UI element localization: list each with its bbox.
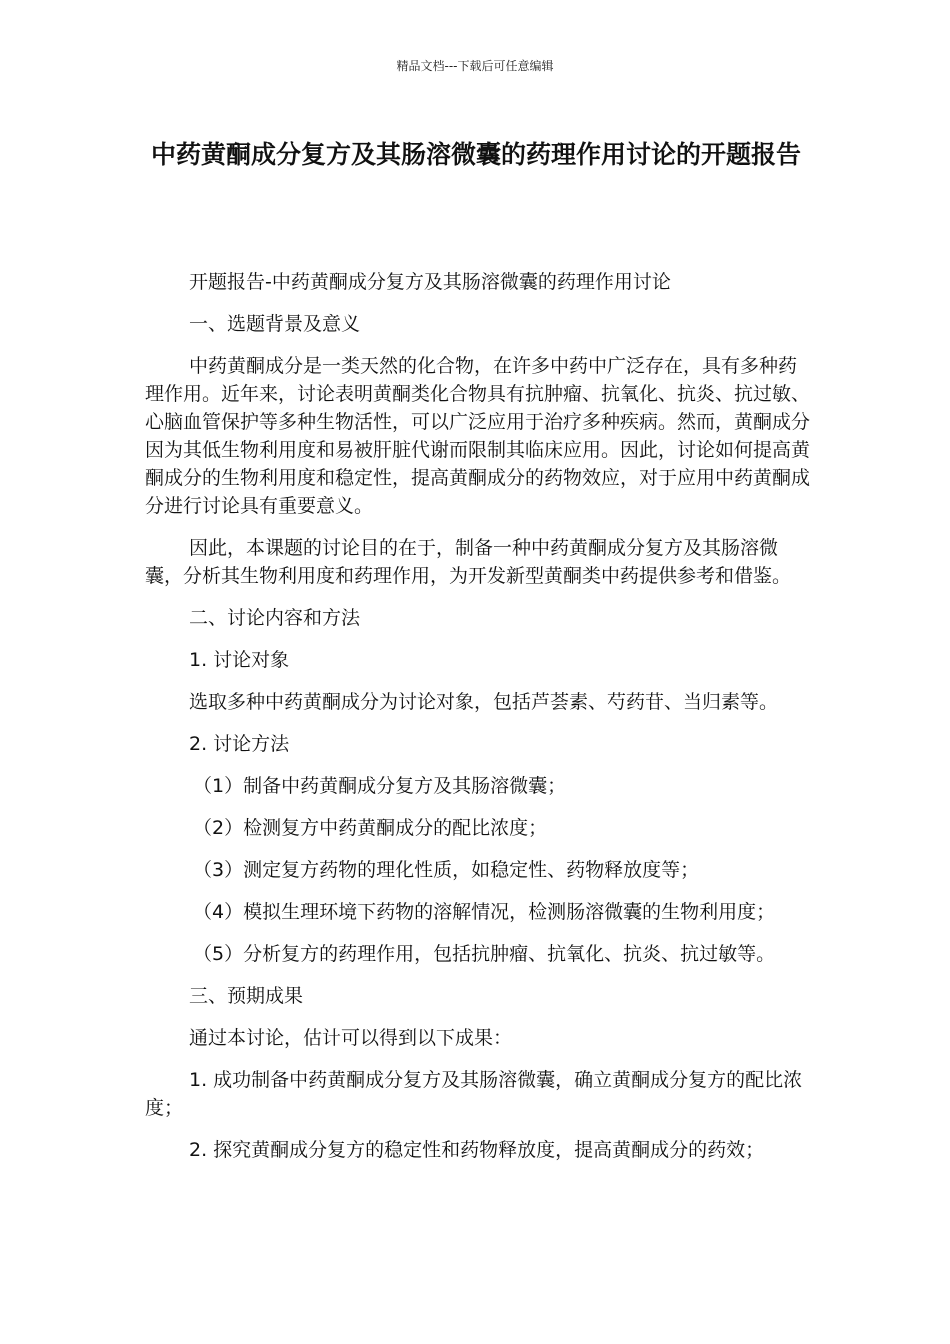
page-header-note: 精品文档---下载后可任意编辑 (396, 59, 554, 73)
subheading-research-object: 1. 讨论对象 (189, 649, 290, 671)
result-item: 1. 成功制备中药黄酮成分复方及其肠溶微囊，确立黄酮成分复方的配比浓度； (145, 1069, 803, 1119)
purpose-paragraph: 因此，本课题的讨论目的在于，制备一种中药黄酮成分复方及其肠溶微囊，分析其生物利用度和药理作用，为开发新型黄酮类中药提供参考和借鉴。 (145, 537, 792, 587)
method-item: （4）模拟生理环境下药物的溶解情况，检测肠溶微囊的生物利用度； (193, 901, 776, 923)
background-paragraph: 中药黄酮成分是一类天然的化合物，在许多中药中广泛存在，具有多种药理作用。近年来，讨论表明黄酮类化合物具有抗肿瘤、抗氧化、抗炎、抗过敏、心脑血管保护等多种生物活性，可以广泛应用于治疗多种疾病。然而，黄酮成分因为其低生物利用度和易被肝脏代谢而限制其临床应用。因此，讨论如何提高黄酮成分的生物利用度和稳定性，提高黄酮成分的药物效应，对于应用中药黄酮成分进行讨论具有重要意义。 (145, 355, 811, 517)
section-heading-1: 一、选题背景及意义 (189, 313, 361, 335)
section-heading-2: 二、讨论内容和方法 (189, 607, 361, 629)
research-object-paragraph: 选取多种中药黄酮成分为讨论对象，包括芦荟素、芍药苷、当归素等。 (189, 691, 779, 713)
document-body (145, 268, 810, 1164)
subheading-research-method: 2. 讨论方法 (189, 733, 290, 755)
section-heading-3: 三、预期成果 (189, 985, 304, 1007)
document-title: 中药黄酮成分复方及其肠溶微囊的药理作用讨论的开题报告 (150, 140, 801, 169)
method-item: （5）分析复方的药理作用，包括抗肿瘤、抗氧化、抗炎、抗过敏等。 (193, 943, 776, 965)
result-item: 2. 探究黄酮成分复方的稳定性和药物释放度，提高黄酮成分的药效； (189, 1139, 765, 1161)
method-item: （2）检测复方中药黄酮成分的配比浓度； (193, 817, 548, 839)
method-item: （1）制备中药黄酮成分复方及其肠溶微囊； (193, 775, 567, 797)
method-item: （3）测定复方药物的理化性质，如稳定性、药物释放度等； (193, 859, 700, 881)
subtitle-paragraph: 开题报告-中药黄酮成分复方及其肠溶微囊的药理作用讨论 (189, 271, 671, 293)
results-intro-paragraph: 通过本讨论，估计可以得到以下成果： (189, 1027, 513, 1049)
